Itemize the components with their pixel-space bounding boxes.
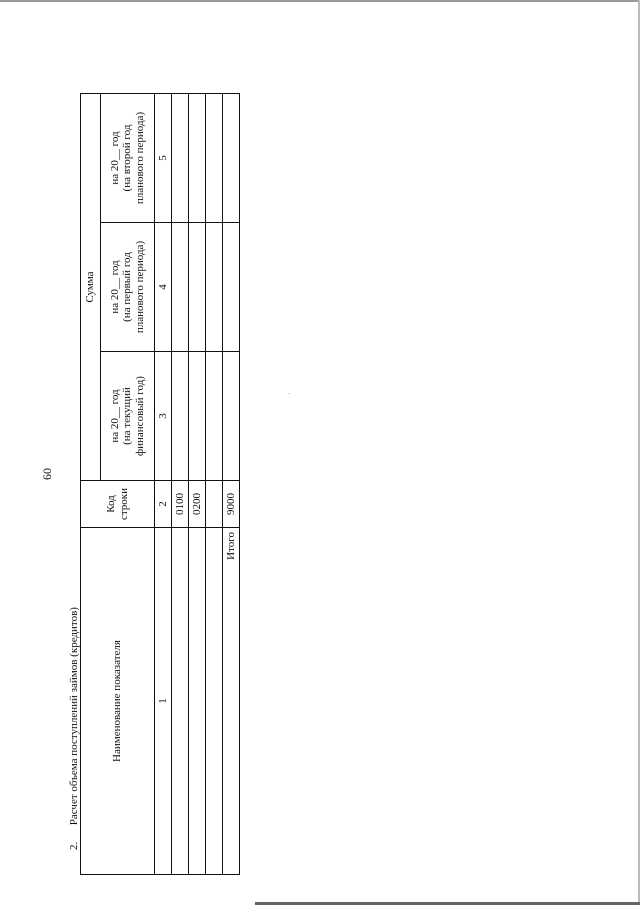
table-row — [172, 94, 189, 875]
row-value-cell — [189, 352, 206, 481]
header-col5 — [101, 94, 155, 223]
header-code — [81, 481, 155, 528]
section-title: Расчет объема поступлений займов (кредитов) — [68, 607, 80, 826]
total-value-cell — [223, 223, 240, 352]
column-number-row — [155, 94, 172, 875]
table-row — [189, 94, 206, 875]
header-col4-line2: (на первый год — [121, 252, 134, 322]
header-row-1 — [81, 94, 101, 875]
row-name-cell — [206, 528, 223, 875]
row-value-cell — [172, 94, 189, 223]
header-sum: Сумма — [81, 94, 101, 481]
header-col3-line1: на 20__ год — [108, 389, 121, 443]
row-code-cell — [206, 481, 223, 528]
header-col4-line1: на 20__ год — [108, 260, 121, 314]
header-name: Наименование показателя — [81, 528, 155, 875]
total-code: 9000 — [223, 481, 240, 528]
colnum-4: 4 — [155, 223, 172, 352]
row-name-cell — [189, 528, 206, 875]
section-number: 2. — [68, 841, 80, 850]
header-col5-line2: (на второй год — [121, 124, 134, 192]
header-col3-line2: (на текущий — [121, 387, 134, 445]
section-heading — [68, 607, 80, 850]
colnum-2: 2 — [155, 481, 172, 528]
row-code-cell: 0200 — [189, 481, 206, 528]
header-col3-line3: финансовый год) — [133, 376, 146, 456]
row-name-cell — [172, 528, 189, 875]
total-value-cell — [223, 352, 240, 481]
total-value-cell — [223, 94, 240, 223]
total-label: Итого — [223, 528, 240, 875]
loans-table — [80, 93, 240, 875]
header-col4 — [101, 223, 155, 352]
colnum-1: 1 — [155, 528, 172, 875]
row-value-cell — [206, 223, 223, 352]
colnum-5: 5 — [155, 94, 172, 223]
row-value-cell — [189, 223, 206, 352]
scan-speck: · — [285, 392, 294, 395]
header-col3 — [101, 352, 155, 481]
row-value-cell — [172, 352, 189, 481]
row-code-cell: 0100 — [172, 481, 189, 528]
row-value-cell — [189, 94, 206, 223]
header-col4-line3: планового периода) — [133, 240, 146, 334]
total-row — [223, 94, 240, 875]
page-number: 60 — [40, 468, 54, 480]
row-value-cell — [206, 94, 223, 223]
header-code-line1: Код — [104, 495, 117, 513]
table-row — [206, 94, 223, 875]
row-value-cell — [206, 352, 223, 481]
colnum-3: 3 — [155, 352, 172, 481]
header-col5-line1: на 20__ год — [108, 131, 121, 185]
header-col5-line3: планового периода) — [133, 111, 146, 205]
row-value-cell — [172, 223, 189, 352]
header-code-line2: строки — [117, 487, 130, 521]
